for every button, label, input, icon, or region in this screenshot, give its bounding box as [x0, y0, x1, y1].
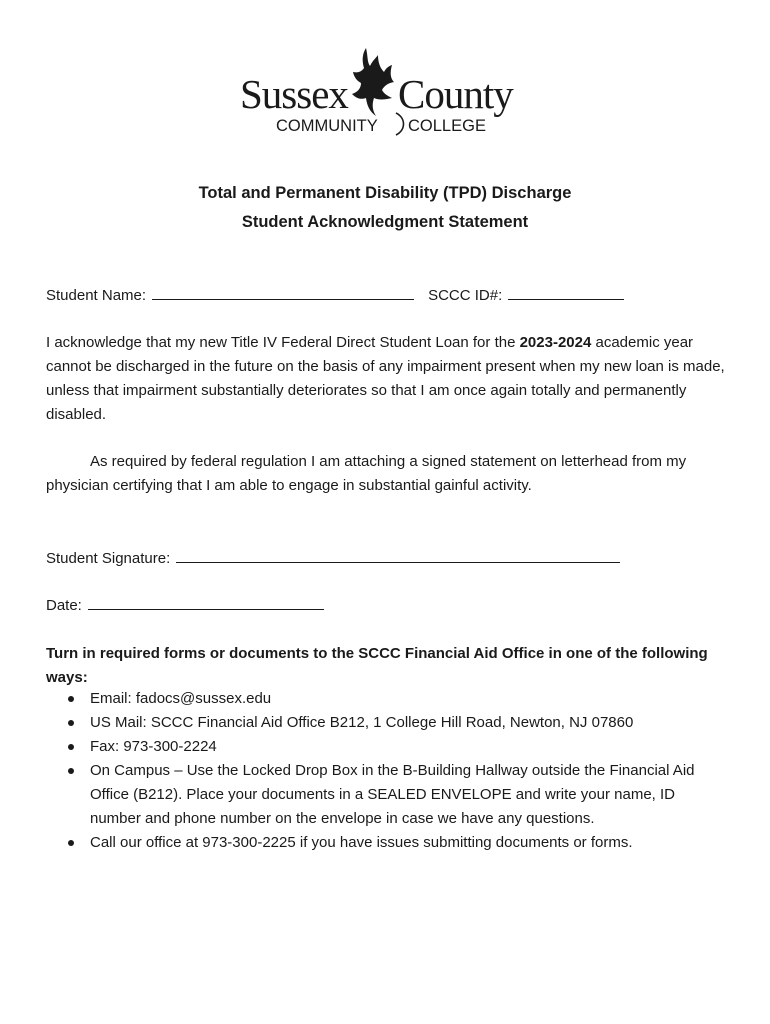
student-name-label: Student Name: — [46, 287, 147, 304]
logo-sub-right: COLLEGE — [408, 117, 486, 135]
submission-instructions-heading: Turn in required forms or documents to the SCCC Financial Aid Office in one of the following ways: — [46, 645, 708, 686]
bullet-icon — [68, 720, 74, 726]
list-item-text: On Campus – Use the Locked Drop Box in the B-Building Hallway outside the Financial Aid Office (B212). Place your documents in a SEALED ENVELOPE and write your name, ID number and phone number on the envelope in case we have any questions. — [90, 762, 695, 827]
submission-methods-list — [46, 687, 726, 855]
list-item-text: Email: fadocs@sussex.edu — [90, 690, 272, 707]
list-item — [46, 711, 726, 735]
ack-year: 2023-2024 — [519, 334, 592, 351]
list-item — [46, 735, 726, 759]
list-item — [46, 759, 726, 831]
document-title-line2: Student Acknowledgment Statement — [241, 213, 529, 231]
bullet-icon — [68, 696, 74, 702]
logo-arc-mark — [394, 112, 408, 136]
signature-field[interactable] — [176, 550, 620, 563]
list-item — [46, 687, 726, 711]
list-item-text: Call our office at 973-300-2225 if you have issues submitting documents or forms. — [90, 834, 633, 851]
ack-text-before: I acknowledge that my new Title IV Federal Direct Student Loan for the — [46, 334, 520, 351]
logo-word-left: Sussex — [240, 71, 348, 117]
list-item — [46, 831, 726, 855]
list-item-text: US Mail: SCCC Financial Aid Office B212, 1 College Hill Road, Newton, NJ 07860 — [90, 714, 634, 731]
date-label: Date: — [46, 597, 82, 614]
date-field[interactable] — [88, 597, 324, 610]
document-title-line1: Total and Permanent Disability (TPD) Discharge — [198, 184, 572, 202]
ack-text-after: academic year cannot be discharged in the future on the basis of any impairment present when my new loan is made, unless that impairment substantially deteriorates so that I am once again totally and permanently disabled. — [46, 334, 725, 423]
sccc-id-field[interactable] — [508, 287, 624, 300]
signature-row — [46, 550, 620, 566]
date-row — [46, 597, 324, 613]
student-name-field[interactable] — [152, 287, 414, 300]
maple-leaf-icon — [348, 46, 400, 126]
list-item-text: Fax: 973-300-2224 — [90, 738, 217, 755]
logo-word-right: County — [398, 71, 513, 117]
student-name-row — [46, 287, 624, 303]
bullet-icon — [68, 768, 74, 774]
bullet-icon — [68, 744, 74, 750]
physician-paragraph: As required by federal regulation I am attaching a signed statement on letterhead from my physician certifying that I am able to engage in substantial gainful activity. — [46, 453, 687, 494]
college-logo — [238, 46, 538, 138]
signature-label: Student Signature: — [46, 550, 171, 567]
acknowledgment-paragraph — [46, 331, 726, 427]
logo-sub-left: COMMUNITY — [276, 117, 378, 135]
bullet-icon — [68, 840, 74, 846]
sccc-id-label: SCCC ID#: — [428, 287, 503, 304]
